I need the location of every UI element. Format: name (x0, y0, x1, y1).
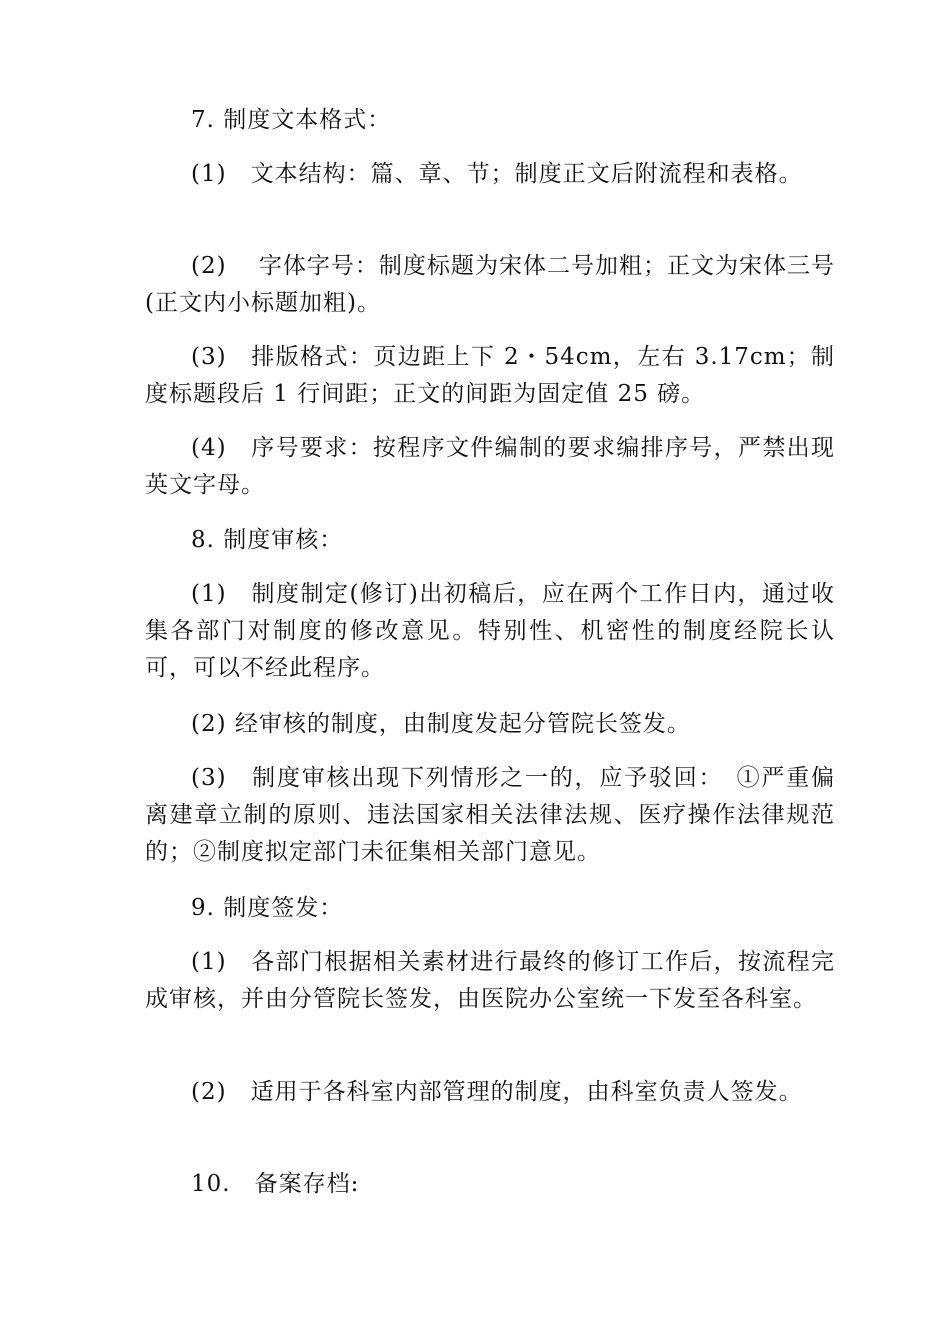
section-heading-9: 9. 制度签发： (191, 895, 344, 921)
paragraph-9-1: (1) 各部门根据相关素材进行最终的修订工作后，按流程完成审核，并由分管院长签发，由医院办公室统一下发至各科室。 (145, 949, 835, 1012)
paragraph-9-2: (2) 适用于各科室内部管理的制度，由科室负责人签发。 (191, 1079, 803, 1105)
paragraph-7-2: (2) 字体字号：制度标题为宋体二号加粗；正文为宋体三号(正文内小标题加粗)。 (145, 253, 835, 316)
paragraph-7-3: (3) 排版格式：页边距上下 2・54cm，左右 3.17cm；制度标题段后 1 行间距；正文的间距为固定值 25 磅。 (145, 344, 835, 407)
paragraph-8-1: (1) 制度制定(修订)出初稿后，应在两个工作日内，通过收集各部门对制度的修改意见。特别性、机密性的制度经院长认可，可以不经此程序。 (145, 581, 835, 681)
paragraph-7-1: (1) 文本结构：篇、章、节；制度正文后附流程和表格。 (191, 161, 803, 187)
section-heading-7: 7. 制度文本格式： (191, 107, 392, 133)
paragraph-8-2: (2) 经审核的制度，由制度发起分管院长签发。 (191, 711, 691, 737)
paragraph-8-3: (3) 制度审核出现下列情形之一的，应予驳回： ①严重偏离建章立制的原则、违法国家相关法律法规、医疗操作法律规范的；②制度拟定部门未征集相关部门意见。 (145, 765, 835, 865)
paragraph-7-4: (4) 序号要求：按程序文件编制的要求编排序号，严禁出现英文字母。 (145, 435, 835, 498)
section-heading-8: 8. 制度审核： (191, 527, 344, 553)
section-heading-10: 10. 备案存档: (191, 1171, 360, 1197)
